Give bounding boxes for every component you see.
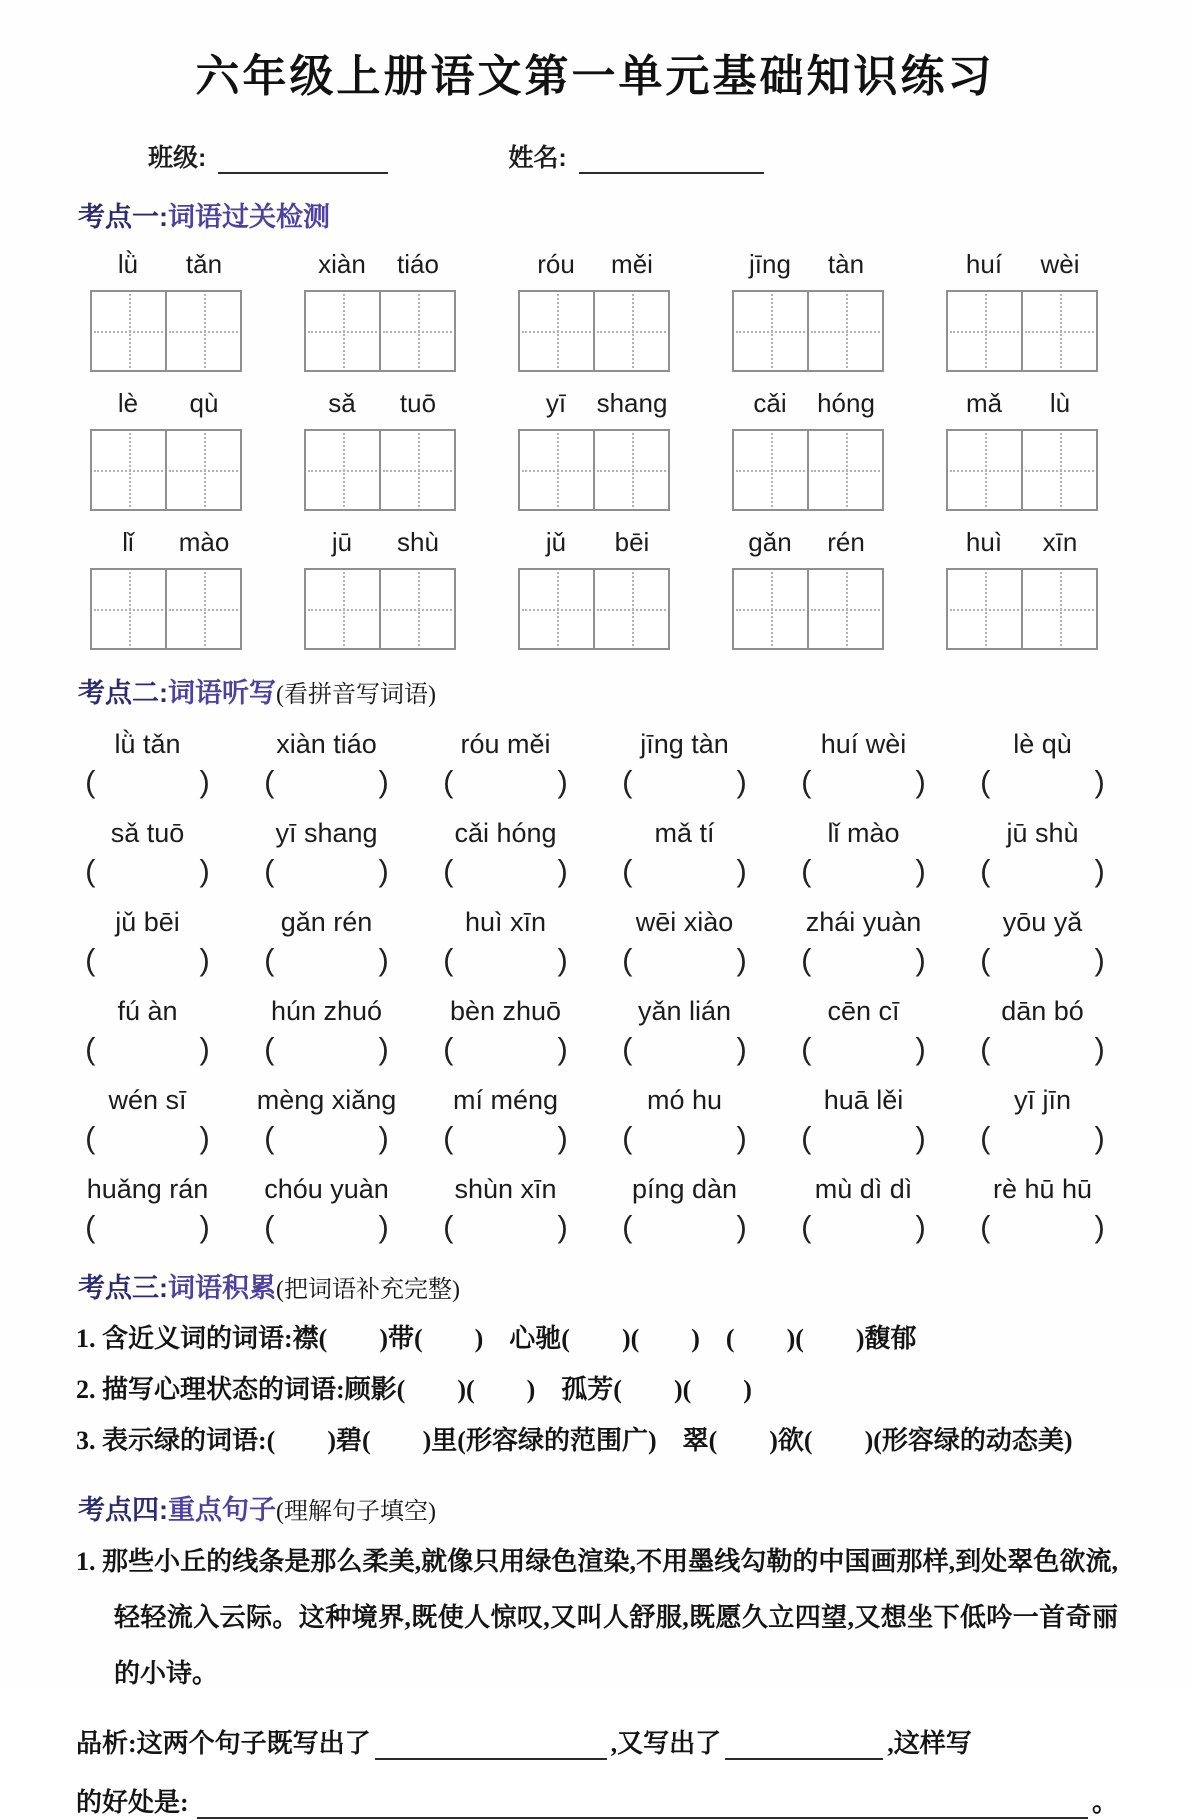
dictation-item xyxy=(595,895,774,978)
grid-cell xyxy=(167,292,240,370)
dictation-pinyin: huì xīn xyxy=(464,907,547,938)
grid-cell xyxy=(520,431,595,509)
pinyin-syllable: lù xyxy=(1049,388,1071,419)
benefit-line xyxy=(76,1782,1118,1819)
grid-cell xyxy=(1023,431,1096,509)
section-4-title: 重点句子 xyxy=(168,1494,276,1525)
dictation-pinyin: cēn cī xyxy=(827,996,900,1027)
dictation-item xyxy=(58,1073,237,1156)
pinyin-pair xyxy=(732,388,884,419)
dictation-pinyin: chóu yuàn xyxy=(264,1174,389,1205)
pinyin-word-group xyxy=(90,249,242,372)
grid-cell xyxy=(948,431,1023,509)
dictation-item xyxy=(774,984,953,1067)
dictation-item xyxy=(416,1073,595,1156)
dictation-pinyin: gǎn rén xyxy=(280,907,373,938)
answer-parentheses: ( ) xyxy=(622,942,747,978)
dictation-pinyin: yī jīn xyxy=(1013,1085,1072,1116)
grid-cell xyxy=(809,431,882,509)
answer-parentheses: ( ) xyxy=(85,1209,210,1245)
dictation-pinyin: huí wèi xyxy=(820,729,907,760)
name-field xyxy=(508,138,763,174)
dictation-pinyin: mí méng xyxy=(452,1085,559,1116)
fill-blank-text: 3. 表示绿的词语:( )碧( )里(形容绿的范围广) 翠( )欲( )(形容绿的动态美) xyxy=(76,1425,1073,1455)
pinyin-pair xyxy=(304,527,456,558)
analysis-blank-2 xyxy=(725,1726,883,1760)
pinyin-pair xyxy=(304,388,456,419)
section-1-label: 考点一: xyxy=(78,202,168,232)
fill-blank-line xyxy=(76,1416,1120,1467)
dictation-pinyin: fú àn xyxy=(117,996,178,1027)
dictation-pinyin: jū shù xyxy=(1006,818,1079,849)
grid-cell xyxy=(948,292,1023,370)
dictation-pinyin: mèng xiǎng xyxy=(256,1085,397,1116)
answer-parentheses: ( ) xyxy=(85,942,210,978)
section-2-header xyxy=(78,676,1190,711)
pinyin-word-group xyxy=(946,527,1098,650)
pinyin-syllable: tǎn xyxy=(185,249,223,280)
pinyin-syllable: měi xyxy=(611,249,653,280)
pinyin-syllable: mào xyxy=(178,527,230,558)
grid-cell xyxy=(948,570,1023,648)
writing-grid xyxy=(304,290,456,372)
dictation-item xyxy=(58,984,237,1067)
dictation-item xyxy=(953,1073,1132,1156)
pinyin-pair xyxy=(90,388,242,419)
grid-cell xyxy=(92,292,167,370)
pinyin-word-group xyxy=(518,527,670,650)
pinyin-word-group xyxy=(732,527,884,650)
dictation-row xyxy=(58,984,1132,1067)
section-1-title: 词语过关检测 xyxy=(168,202,330,232)
section-2-title: 词语听写 xyxy=(168,678,276,709)
pinyin-syllable: jīng xyxy=(749,249,791,280)
answer-parentheses: ( ) xyxy=(801,853,926,889)
answer-parentheses: ( ) xyxy=(980,1120,1105,1156)
writing-grid xyxy=(304,568,456,650)
name-label: 姓名: xyxy=(508,144,567,172)
grid-cell xyxy=(381,431,454,509)
writing-grid xyxy=(518,429,670,511)
answer-parentheses: ( ) xyxy=(264,764,389,800)
section-1-header xyxy=(78,200,1190,235)
grid-cell xyxy=(520,570,595,648)
dictation-pinyin: wēi xiào xyxy=(635,907,734,938)
answer-parentheses: ( ) xyxy=(622,764,747,800)
dictation-item xyxy=(237,984,416,1067)
dictation-item xyxy=(595,1073,774,1156)
grid-cell xyxy=(1023,292,1096,370)
pinyin-word-group xyxy=(304,527,456,650)
dictation-pinyin: huā lěi xyxy=(823,1085,904,1116)
dictation-pinyin: cǎi hóng xyxy=(454,818,557,849)
answer-parentheses: ( ) xyxy=(980,942,1105,978)
dictation-pinyin: dān bó xyxy=(1001,996,1084,1027)
pinyin-syllable: shang xyxy=(596,388,668,419)
dictation-item xyxy=(953,895,1132,978)
dictation-item xyxy=(416,895,595,978)
fill-blank-text: 1. 含近义词的词语:襟( )带( ) 心驰( )( ) ( )( )馥郁 xyxy=(76,1324,917,1354)
dictation-pinyin: róu měi xyxy=(460,729,551,760)
dictation-item xyxy=(237,1073,416,1156)
dictation-item xyxy=(953,984,1132,1067)
writing-grid xyxy=(90,429,242,511)
pinyin-syllable: róu xyxy=(537,249,575,280)
writing-grid xyxy=(90,290,242,372)
answer-parentheses: ( ) xyxy=(443,1031,568,1067)
dictation-pinyin: huǎng rán xyxy=(86,1174,209,1205)
dictation-pinyin: shùn xīn xyxy=(454,1174,557,1205)
dictation-pinyin: píng dàn xyxy=(631,1174,738,1205)
writing-grid xyxy=(946,290,1098,372)
answer-parentheses: ( ) xyxy=(264,1209,389,1245)
pinyin-word-group xyxy=(90,388,242,511)
pinyin-pair xyxy=(732,527,884,558)
dictation-item xyxy=(774,1162,953,1245)
key-sentence-section xyxy=(76,1534,1118,1819)
section-3-label: 考点三: xyxy=(78,1273,168,1304)
pinyin-pair xyxy=(518,249,670,280)
grid-cell xyxy=(167,570,240,648)
dictation-pinyin: wén sī xyxy=(108,1085,187,1116)
pinyin-syllable: xīn xyxy=(1042,527,1078,558)
pinyin-syllable: bēi xyxy=(614,527,650,558)
answer-parentheses: ( ) xyxy=(264,1120,389,1156)
dictation-pinyin: mó hu xyxy=(646,1085,723,1116)
dictation-item xyxy=(953,806,1132,889)
class-label: 班级: xyxy=(148,144,207,172)
pinyin-pair xyxy=(946,249,1098,280)
writing-grid xyxy=(518,568,670,650)
answer-parentheses: ( ) xyxy=(801,942,926,978)
grid-cell xyxy=(381,570,454,648)
answer-parentheses: ( ) xyxy=(264,1031,389,1067)
pinyin-syllable: xiàn xyxy=(318,249,366,280)
answer-parentheses: ( ) xyxy=(622,1209,747,1245)
writing-grid xyxy=(732,290,884,372)
answer-parentheses: ( ) xyxy=(443,1209,568,1245)
answer-parentheses: ( ) xyxy=(443,853,568,889)
dictation-pinyin: lè qù xyxy=(1013,729,1072,760)
analysis-mid: ,又写出了 xyxy=(610,1729,722,1759)
dictation-item xyxy=(595,984,774,1067)
answer-parentheses: ( ) xyxy=(980,764,1105,800)
dictation-item xyxy=(416,1162,595,1245)
pinyin-syllable: sǎ xyxy=(328,388,356,419)
answer-parentheses: ( ) xyxy=(85,764,210,800)
dictation-pinyin: yōu yǎ xyxy=(1002,907,1083,938)
dictation-pinyin: rè hū hū xyxy=(992,1174,1093,1205)
dictation-pinyin: bèn zhuō xyxy=(449,996,562,1027)
dictation-item xyxy=(774,895,953,978)
pinyin-pair xyxy=(518,388,670,419)
dictation-section xyxy=(0,717,1190,1245)
section-4-hint: (理解句子填空) xyxy=(276,1498,436,1525)
dictation-pinyin: mǎ tí xyxy=(654,818,715,849)
pinyin-syllable: wèi xyxy=(1040,249,1080,280)
pinyin-syllable: mǎ xyxy=(965,388,1003,419)
pinyin-syllable: jū xyxy=(331,527,353,558)
grid-cell xyxy=(306,431,381,509)
dictation-item xyxy=(774,717,953,800)
analysis-suffix: ,这样写 xyxy=(887,1729,972,1759)
grid-cell xyxy=(595,292,668,370)
class-blank xyxy=(218,142,388,174)
dictation-pinyin: lǐ mào xyxy=(827,818,900,849)
dictation-pinyin: yī shang xyxy=(275,818,378,849)
pinyin-word-group xyxy=(946,249,1098,372)
grid-cell xyxy=(595,570,668,648)
answer-parentheses: ( ) xyxy=(801,1031,926,1067)
dictation-item xyxy=(58,1162,237,1245)
dictation-item xyxy=(953,1162,1132,1245)
answer-parentheses: ( ) xyxy=(980,853,1105,889)
section-2-label: 考点二: xyxy=(78,678,168,709)
dictation-pinyin: mù dì dì xyxy=(814,1174,913,1205)
analysis-line xyxy=(76,1723,1118,1760)
pinyin-syllable: gǎn xyxy=(748,527,792,558)
dictation-item xyxy=(58,717,237,800)
sentence-paragraph: 1. 那些小丘的线条是那么柔美,就像只用绿色渲染,不用墨线勾勒的中国画那样,到处翠色欲流,轻轻流入云际。这种境界,既使人惊叹,又叫人舒服,既愿久立四望,又想坐下低吟一首奇丽的小诗。 xyxy=(76,1546,1118,1688)
grid-cell xyxy=(809,292,882,370)
answer-parentheses: ( ) xyxy=(85,1031,210,1067)
benefit-period: 。 xyxy=(1091,1788,1118,1818)
dictation-row xyxy=(58,717,1132,800)
name-blank xyxy=(579,142,764,174)
pinyin-syllable: tiáo xyxy=(397,249,439,280)
fill-blank-text: 2. 描写心理状态的词语:顾影( )( ) 孤芳( )( ) xyxy=(76,1375,752,1405)
dictation-pinyin: yǎn lián xyxy=(637,996,732,1027)
dictation-pinyin: jǔ bēi xyxy=(115,907,180,938)
dictation-item xyxy=(237,806,416,889)
grid-cell xyxy=(595,431,668,509)
grid-cell xyxy=(734,292,809,370)
pinyin-grid-row xyxy=(90,249,1098,372)
pinyin-word-group xyxy=(518,388,670,511)
word-completion-section xyxy=(76,1314,1120,1466)
pinyin-pair xyxy=(90,527,242,558)
pinyin-word-group xyxy=(518,249,670,372)
grid-cell xyxy=(92,431,167,509)
answer-parentheses: ( ) xyxy=(264,853,389,889)
dictation-row xyxy=(58,1073,1132,1156)
analysis-blank-1 xyxy=(375,1726,607,1760)
dictation-item xyxy=(595,1162,774,1245)
section-4-label: 考点四: xyxy=(78,1494,168,1525)
grid-cell xyxy=(734,570,809,648)
writing-grid xyxy=(732,568,884,650)
pinyin-syllable: rén xyxy=(827,527,865,558)
pinyin-grid-row xyxy=(90,527,1098,650)
writing-grid xyxy=(946,568,1098,650)
pinyin-pair xyxy=(946,527,1098,558)
dictation-item xyxy=(237,895,416,978)
grid-cell xyxy=(520,292,595,370)
pinyin-syllable: lè xyxy=(117,388,139,419)
grid-cell xyxy=(167,431,240,509)
pinyin-syllable: huì xyxy=(965,527,1003,558)
dictation-item xyxy=(953,717,1132,800)
writing-grid xyxy=(304,429,456,511)
dictation-pinyin: sǎ tuō xyxy=(110,818,185,849)
pinyin-pair xyxy=(946,388,1098,419)
grid-cell xyxy=(734,431,809,509)
dictation-item xyxy=(237,1162,416,1245)
writing-grid xyxy=(946,429,1098,511)
pinyin-word-group xyxy=(732,249,884,372)
pinyin-syllable: shù xyxy=(397,527,439,558)
dictation-row xyxy=(58,1162,1132,1245)
pinyin-word-group xyxy=(732,388,884,511)
writing-grid xyxy=(518,290,670,372)
dictation-item xyxy=(237,717,416,800)
dictation-item xyxy=(416,806,595,889)
pinyin-syllable: lǜ xyxy=(117,249,139,280)
pinyin-syllable: tàn xyxy=(827,249,865,280)
answer-parentheses: ( ) xyxy=(980,1031,1105,1067)
answer-parentheses: ( ) xyxy=(801,764,926,800)
fill-blank-line xyxy=(76,1314,1120,1365)
dictation-item xyxy=(595,806,774,889)
page-title: 六年级上册语文第一单元基础知识练习 xyxy=(195,52,995,101)
answer-parentheses: ( ) xyxy=(264,942,389,978)
answer-parentheses: ( ) xyxy=(85,853,210,889)
benefit-prefix: 的好处是: xyxy=(76,1788,189,1818)
answer-parentheses: ( ) xyxy=(622,853,747,889)
section-3-header xyxy=(78,1271,1190,1306)
writing-grid xyxy=(732,429,884,511)
fill-blank-line xyxy=(76,1365,1120,1416)
grid-cell xyxy=(809,570,882,648)
pinyin-word-group xyxy=(304,388,456,511)
grid-cell xyxy=(306,570,381,648)
pinyin-syllable: yī xyxy=(545,388,567,419)
meta-line xyxy=(0,138,1190,174)
pinyin-pair xyxy=(90,249,242,280)
dictation-pinyin: lǜ tǎn xyxy=(114,729,181,760)
section-2-hint: (看拼音写词语) xyxy=(276,682,436,709)
answer-parentheses: ( ) xyxy=(801,1209,926,1245)
dictation-pinyin: hún zhuó xyxy=(270,996,383,1027)
grid-cell xyxy=(1023,570,1096,648)
dictation-item xyxy=(58,806,237,889)
pinyin-syllable: hóng xyxy=(817,388,875,419)
dictation-pinyin: xiàn tiáo xyxy=(276,729,377,760)
dictation-item xyxy=(416,717,595,800)
pinyin-syllable: huí xyxy=(965,249,1003,280)
dictation-pinyin: zhái yuàn xyxy=(805,907,922,938)
pinyin-syllable: cǎi xyxy=(753,388,787,419)
pinyin-word-group xyxy=(304,249,456,372)
answer-parentheses: ( ) xyxy=(980,1209,1105,1245)
writing-grid xyxy=(90,568,242,650)
dictation-row xyxy=(58,806,1132,889)
dictation-item xyxy=(58,895,237,978)
answer-parentheses: ( ) xyxy=(443,1120,568,1156)
section-4-header xyxy=(78,1493,1190,1528)
pinyin-grid-section xyxy=(0,249,1190,650)
pinyin-word-group xyxy=(90,527,242,650)
pinyin-grid-row xyxy=(90,388,1098,511)
dictation-item xyxy=(595,717,774,800)
pinyin-pair xyxy=(304,249,456,280)
pinyin-syllable: jǔ xyxy=(545,527,567,558)
answer-parentheses: ( ) xyxy=(85,1120,210,1156)
pinyin-syllable: tuō xyxy=(399,388,437,419)
dictation-row xyxy=(58,895,1132,978)
dictation-item xyxy=(774,806,953,889)
pinyin-syllable: qù xyxy=(189,388,219,419)
grid-cell xyxy=(381,292,454,370)
benefit-blank xyxy=(197,1785,1088,1819)
answer-parentheses: ( ) xyxy=(443,764,568,800)
answer-parentheses: ( ) xyxy=(622,1120,747,1156)
grid-cell xyxy=(92,570,167,648)
answer-parentheses: ( ) xyxy=(622,1031,747,1067)
dictation-item xyxy=(416,984,595,1067)
pinyin-word-group xyxy=(946,388,1098,511)
grid-cell xyxy=(306,292,381,370)
analysis-prefix: 品析:这两个句子既写出了 xyxy=(76,1729,371,1759)
section-3-title: 词语积累 xyxy=(168,1273,276,1304)
pinyin-pair xyxy=(518,527,670,558)
answer-parentheses: ( ) xyxy=(801,1120,926,1156)
class-field xyxy=(148,138,388,174)
answer-parentheses: ( ) xyxy=(443,942,568,978)
pinyin-pair xyxy=(732,249,884,280)
dictation-pinyin: jīng tàn xyxy=(640,729,729,760)
section-3-hint: (把词语补充完整) xyxy=(276,1277,460,1304)
pinyin-syllable: lǐ xyxy=(122,527,134,558)
dictation-item xyxy=(774,1073,953,1156)
